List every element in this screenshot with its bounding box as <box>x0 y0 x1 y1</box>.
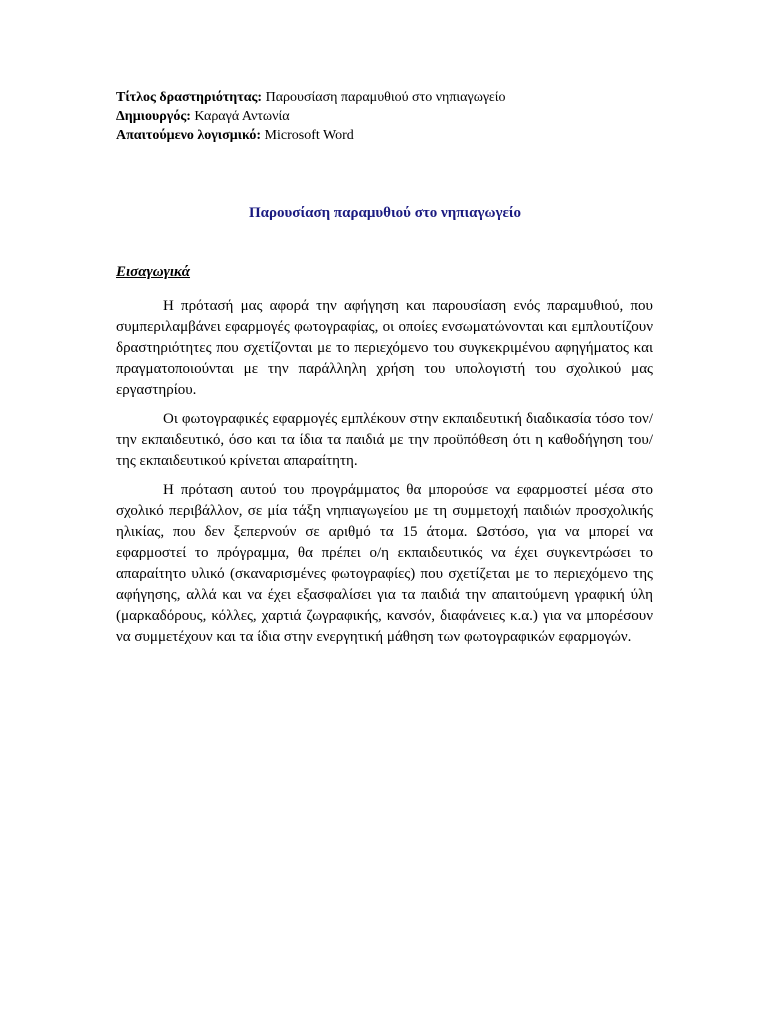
software-value: Microsoft Word <box>261 128 354 143</box>
creator-label: Δημιουργός: <box>116 109 191 124</box>
software-label: Απαιτούμενο λογισμικό: <box>116 128 262 143</box>
document-title: Παρουσίαση παραμυθιού στο νηπιαγωγείο <box>248 205 522 221</box>
paragraph: Η πρόταση αυτού του προγράμματος θα μπορούσε να εφαρμοστεί μέσα στο σχολικό περιβάλλον, σε μία τάξη νηπιαγωγείου με τη συμμετοχή παιδιών προσχολικής ηλικίας, που δεν ξεπερνούν σε αριθμό τα 15 άτομα. Ωστόσο, για να μπορεί να εφαρμοστεί το πρόγραμμα, θα πρέπει ο/η εκπαιδευτικός να έχει συγκεντρώσει το απαραίτητο υλικό (σκαναρισμένες φωτογραφίες) που σχετίζεται με το περιεχόμενο της αφήγησης, αλλά και να έχει εξασφαλίσει για τα παιδιά την απαιτούμενη γραφική ύλη (μαρκαδόρους, κόλλες, χαρτιά ζωγραφικής, κανσόν, διαφάνειες κ.α.) για να μπορέσουν να συμμετέχουν και τα ίδια στην ενεργητική μάθηση των φωτογραφικών εφαρμογών. <box>116 482 653 645</box>
paragraph: Η πρότασή μας αφορά την αφήγηση και παρουσίαση ενός παραμυθιού, που συμπεριλαμβάνει εφαρμογές φωτογραφίας, οι οποίες ενσωματώνονται και εμπλουτίζουν δραστηριότητες που σχετίζονται με το περιεχόμενο του συγκεκριμένου αφηγήματος και πραγματοποιούνται με την παράλληλη χρήση του υπολογιστή του σχολικού μας εργαστηρίου. <box>116 298 653 398</box>
section-heading: Εισαγωγικά <box>116 264 191 280</box>
software-line <box>116 126 656 145</box>
activity-metadata <box>116 88 656 145</box>
creator-value: Καραγά Αντωνία <box>190 109 290 124</box>
paragraph: Οι φωτογραφικές εφαρμογές εμπλέκουν στην εκπαιδευτική διαδικασία τόσο τον/την εκπαιδευτικό, όσο και τα ίδια τα παιδιά με την προϋπόθεση ότι η καθοδήγηση του/της εκπαιδευτικού κρίνεται απαραίτητη. <box>116 411 653 469</box>
creator-line <box>116 107 656 126</box>
activity-title-value: Παρουσίαση παραμυθιού στο νηπιαγωγείο <box>262 90 506 105</box>
document-body <box>116 296 653 656</box>
activity-title-line <box>116 88 656 107</box>
activity-title-label: Τίτλος δραστηριότητας: <box>116 90 263 105</box>
